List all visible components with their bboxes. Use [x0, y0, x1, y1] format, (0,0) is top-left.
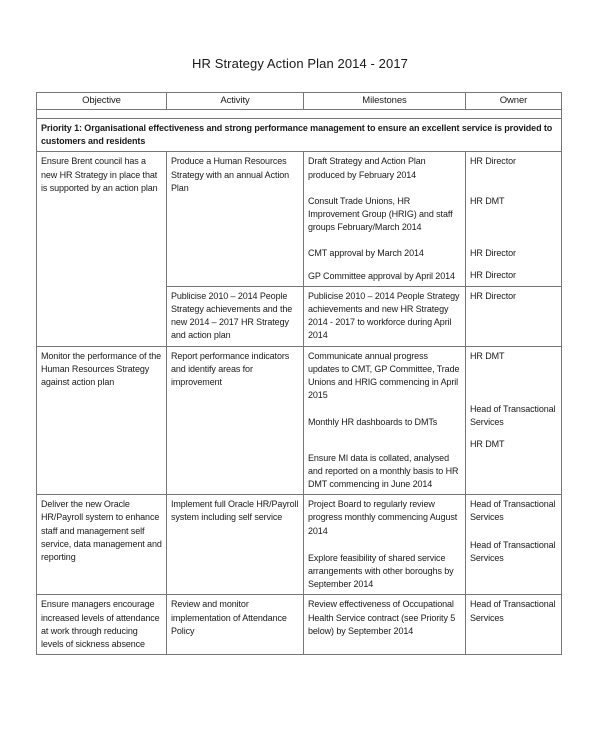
objective-cell: Ensure Brent council has a new HR Strategy in place that is supported by an action plan	[37, 152, 167, 346]
activity-cell: Produce a Human Resources Strategy with an annual Action Plan	[167, 152, 304, 286]
milestones-cell	[304, 495, 466, 595]
milestone-item: Communicate annual progress updates to CMT, GP Committee, Trade Unions and HRIG commencing in April 2015	[308, 350, 460, 401]
header-milestones: Milestones	[304, 93, 466, 110]
header-objective: Objective	[37, 93, 167, 110]
owner-item: Head of Transactional Services	[470, 499, 556, 523]
objective-cell: Deliver the new Oracle HR/Payroll system to enhance staff and management self service, data management and reporting	[37, 495, 167, 595]
owner-cell	[466, 152, 562, 286]
milestone-item: CMT approval by March 2014	[308, 248, 424, 259]
milestone-item: Explore feasibility of shared service arrangements with other boroughs by September 2014	[308, 552, 454, 590]
owner-item: HR Director	[470, 247, 516, 258]
owner-cell	[466, 495, 562, 595]
spacer-row	[37, 110, 562, 119]
priority-heading: Priority 1: Organisational effectiveness and strong performance management to ensure an excellent service is provided to customers and residents	[37, 119, 562, 152]
activity-cell: Report performance indicators and identify areas for improvement	[167, 346, 304, 495]
owner-item: HR Director	[470, 290, 516, 301]
objective-cell: Monitor the performance of the Human Resources Strategy against action plan	[37, 346, 167, 495]
milestone-item: Ensure MI data is collated, analysed and reported on a monthly basis to HR DMT commencing in June 2014	[308, 452, 459, 490]
table-row	[37, 495, 562, 595]
milestones-cell	[304, 346, 466, 495]
activity-cell: Implement full Oracle HR/Payroll system including self service	[167, 495, 304, 595]
table-row	[37, 595, 562, 655]
table-row	[37, 346, 562, 495]
objective-cell: Ensure managers encourage increased levels of attendance at work through reducing levels of sickness absence	[37, 595, 167, 655]
table-header-row	[37, 93, 562, 110]
action-plan-table	[36, 92, 562, 655]
owner-item: Head of Transactional Services	[470, 539, 556, 563]
owner-item: HR DMT	[470, 439, 505, 450]
milestone-item: Consult Trade Unions, HR Improvement Group (HRIG) and staff groups February/March 2014	[308, 195, 453, 233]
owner-cell	[466, 346, 562, 495]
table-row	[37, 152, 562, 286]
document-title: HR Strategy Action Plan 2014 - 2017	[192, 56, 408, 71]
owner-item: Head of Transactional Services	[470, 403, 556, 428]
activity-cell: Review and monitor implementation of Attendance Policy	[167, 595, 304, 655]
milestones-cell	[304, 152, 466, 286]
owner-cell	[466, 286, 562, 346]
owner-item: HR Director	[470, 270, 516, 281]
milestone-item: Draft Strategy and Action Plan produced by February 2014	[308, 156, 426, 180]
milestone-item: GP Committee approval by April 2014	[308, 270, 455, 281]
priority-row	[37, 119, 562, 152]
milestone-item: Review effectiveness of Occupational Health Service contract (see Priority 5 below) by September 2014	[308, 599, 456, 636]
milestone-item: Project Board to regularly review progress monthly commencing August 2014	[308, 499, 458, 536]
header-owner: Owner	[466, 93, 562, 110]
milestones-cell	[304, 286, 466, 346]
owner-cell	[466, 595, 562, 655]
owner-item: HR DMT	[470, 350, 505, 361]
owner-item: Head of Transactional Services	[470, 599, 556, 623]
milestones-cell	[304, 595, 466, 655]
milestone-item: Publicise 2010 – 2014 People Strategy achievements and new HR Strategy 2014 - 2017 to workforce during April 2014	[308, 290, 460, 341]
owner-item: HR DMT	[470, 195, 505, 206]
owner-item: HR Director	[470, 156, 516, 167]
header-activity: Activity	[167, 93, 304, 110]
activity-cell: Publicise 2010 – 2014 People Strategy achievements and the new 2014 – 2017 HR Strategy and action plan	[167, 286, 304, 346]
milestone-item: Monthly HR dashboards to DMTs	[308, 417, 438, 428]
